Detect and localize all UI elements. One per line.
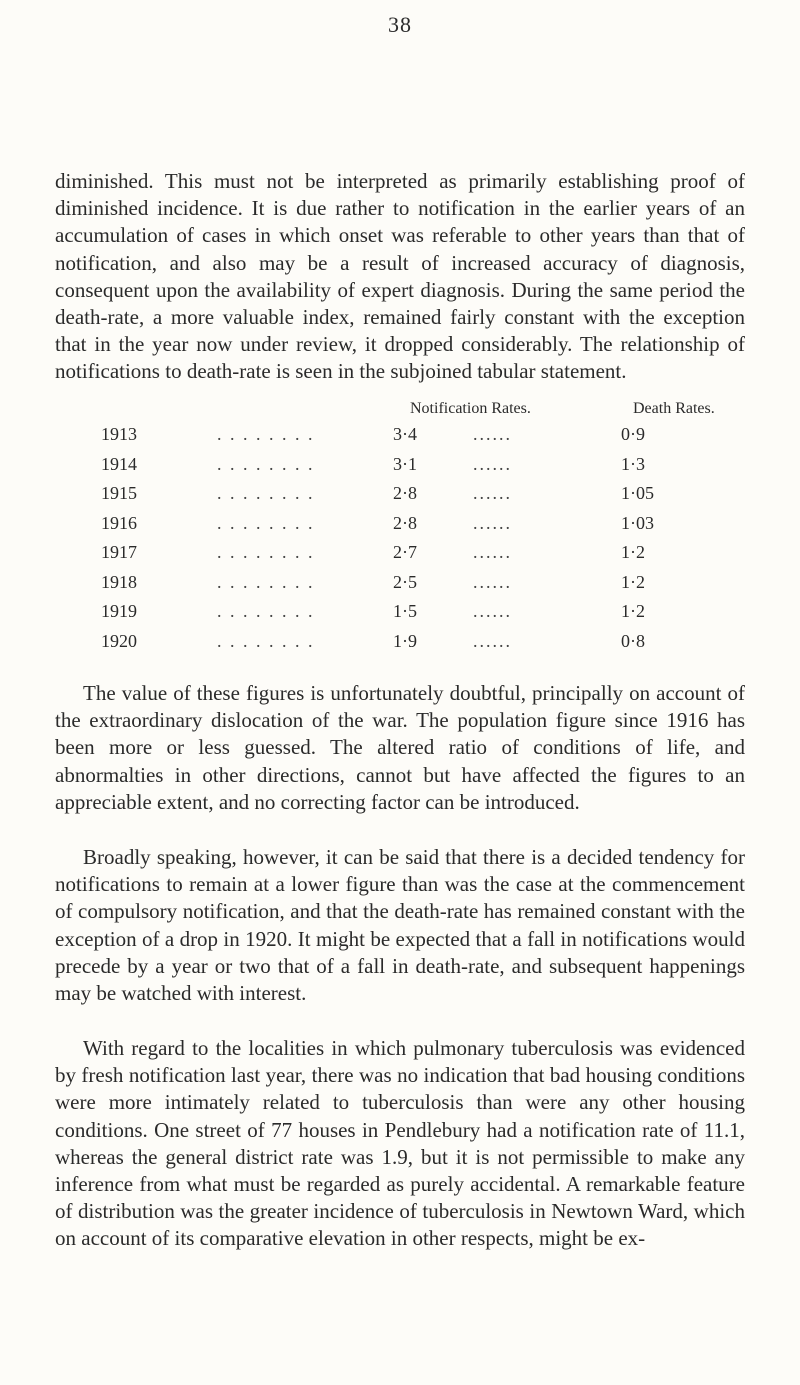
dot-leader: . . . . . . . . — [217, 571, 315, 592]
notification-rate-cell: 1·5 — [393, 601, 417, 621]
notification-rate-cell: 2·8 — [393, 512, 417, 533]
paragraph-localities: With regard to the localities in which pulmonary tuberculosis was evidenced by fresh notification last year, there was no indication that bad housing conditions were more intimately related to tuberculosis than were any other housing conditions. One street of 77 houses in Pendlebury had a notification rate of 11.1, whereas the general district rate was 1.9, but it is not permissible to make any inference from what must be regarded as purely accidental. A remarkable feature of distribution was the greater incidence of tuberculosis in Newtown Ward, which on account of its comparative elevation in other respects, might be ex- — [55, 1036, 745, 1251]
notification-rate-cell: 1·9 — [393, 630, 417, 651]
table-row — [55, 424, 745, 454]
header-death-rates: Death Rates. — [633, 400, 715, 417]
dot-leader: ...... — [473, 424, 512, 444]
death-rate-cell: 1·03 — [621, 512, 654, 533]
death-rate-cell: 1·2 — [621, 571, 645, 592]
table-row — [55, 601, 745, 631]
death-rate-cell: 1·3 — [621, 453, 645, 474]
notification-rate-cell: 3·1 — [393, 453, 417, 474]
header-notification-rates: Notification Rates. — [410, 400, 531, 417]
notification-rate-cell: 2·7 — [393, 542, 417, 562]
year-cell: 1915 — [101, 483, 137, 503]
paragraph-broadly-speaking: Broadly speaking, however, it can be said that there is a decided tendency for notifications to remain at a lower figure than was the case at the commencement of compulsory notification, and that the death-rate has remained constant with the exception of a drop in 1920. It might be expected that a fall in notifications would precede by a year or two that of a fall in death-rate, and subsequent happenings may be watched with interest. — [55, 845, 745, 1006]
dot-leader: . . . . . . . . — [217, 483, 315, 503]
year-cell: 1916 — [101, 512, 137, 533]
paragraph-figures-value: The value of these figures is unfortunately doubtful, principally on account of the extraordinary dislocation of the war. The population figure since 1916 has been more or less guessed. The altered ratio of conditions of life, and abnormalties in other directions, cannot but have affected the figures to an appreciable extent, and no correcting factor can be introduced. — [55, 681, 745, 814]
table-row — [55, 572, 745, 602]
death-rate-cell: 0·9 — [621, 424, 645, 444]
dot-leader: . . . . . . . . — [217, 453, 315, 474]
dot-leader: ...... — [473, 601, 512, 621]
death-rate-cell: 1·2 — [621, 542, 645, 562]
dot-leader: ...... — [473, 630, 512, 651]
table-row — [55, 542, 745, 572]
notification-rate-cell: 2·8 — [393, 483, 417, 503]
dot-leader: ...... — [473, 512, 512, 533]
dot-leader: . . . . . . . . — [217, 630, 315, 651]
death-rate-cell: 0·8 — [621, 630, 645, 651]
table-row — [55, 631, 745, 661]
dot-leader: . . . . . . . . — [217, 512, 315, 533]
year-cell: 1917 — [101, 542, 137, 562]
notification-rate-cell: 2·5 — [393, 571, 417, 592]
dot-leader: . . . . . . . . — [217, 542, 315, 562]
dot-leader: . . . . . . . . — [217, 601, 315, 621]
table-row — [55, 454, 745, 484]
table-row — [55, 483, 745, 513]
year-cell: 1918 — [101, 571, 137, 592]
death-rate-cell: 1·2 — [621, 601, 645, 621]
year-cell: 1920 — [101, 630, 137, 651]
dot-leader: ...... — [473, 542, 512, 562]
paragraph-intro: diminished. This must not be interpreted as primarily establishing proof of diminished incidence. It is due rather to notification in the earlier years of an accumulation of cases in which onset was referable to other years than that of notification, and also may be a result of increased accuracy of diagnosis, consequent upon the availability of expert diagnosis. During the same period the death-rate, a more valuable index, remained fairly constant with the exception that in the year now under review, it dropped considerably. The relationship of notifications to death-rate is seen in the subjoined tabular statement. — [55, 169, 745, 384]
year-cell: 1919 — [101, 601, 137, 621]
year-cell: 1914 — [101, 453, 137, 474]
dot-leader: ...... — [473, 483, 512, 503]
notification-rate-cell: 3·4 — [393, 424, 417, 444]
table-row — [55, 513, 745, 543]
dot-leader: . . . . . . . . — [217, 424, 315, 444]
death-rate-cell: 1·05 — [621, 483, 654, 503]
dot-leader: ...... — [473, 453, 512, 474]
rates-table-header — [55, 400, 745, 424]
page-number: 38 — [388, 12, 412, 37]
dot-leader: ...... — [473, 571, 512, 592]
rates-table — [55, 400, 745, 660]
year-cell: 1913 — [101, 424, 137, 444]
